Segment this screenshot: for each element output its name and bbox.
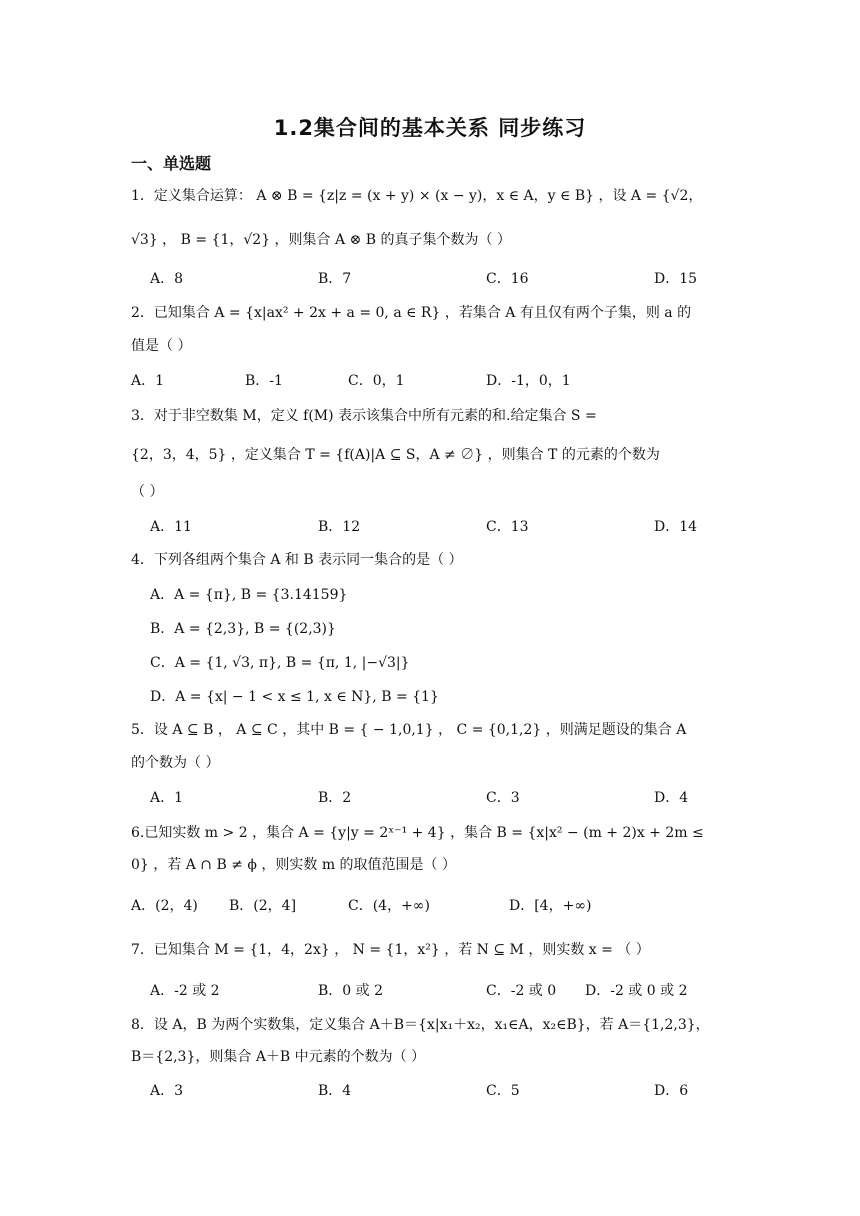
- question-7-option-b: B．0 或 2: [318, 983, 384, 999]
- question-3-option-d: D．14: [654, 519, 698, 535]
- question-1-line-2: √3} ， B = {1，√2} ，则集合 A ⊗ B 的真子集个数为（ ）: [131, 232, 511, 248]
- question-6-option-d: D．[4，+∞): [509, 898, 592, 914]
- question-1-option-d: D．15: [654, 271, 698, 287]
- question-4-line-1: 4．下列各组两个集合 A 和 B 表示同一集合的是（ ）: [131, 552, 463, 568]
- question-2-line-1: 2．已知集合 A = {x|ax² + 2x + a = 0, a ∈ R} ，若集合 A 有且仅有两个子集，则 a 的: [131, 305, 692, 321]
- question-4-option-c: C．A = {1, √3, π}, B = {π, 1, |−√3|}: [150, 655, 410, 671]
- question-7-option-d: D．-2 或 0 或 2: [585, 983, 688, 999]
- question-8-option-b: B．4: [318, 1083, 352, 1099]
- document-title: 1.2集合间的基本关系 同步练习: [273, 116, 587, 140]
- question-6-option-a: A．(2，4): [131, 898, 198, 914]
- question-1-option-a: A．8: [150, 271, 184, 287]
- question-6-line-2: 0} ，若 A ∩ B ≠ ϕ ，则实数 m 的取值范围是（ ）: [131, 857, 456, 873]
- question-4-option-b: B．A = {2,3}, B = {(2,3)}: [150, 621, 336, 637]
- question-5-line-1: 5．设 A ⊆ B ， A ⊆ C ，其中 B = { − 1,0,1} ， C = {0,1,2} ，则满足题设的集合 A: [131, 722, 687, 738]
- question-5-option-b: B．2: [318, 790, 352, 806]
- question-1-line-1: 1．定义集合运算： A ⊗ B = {z|z = (x + y) × (x − y)，x ∈ A，y ∈ B} ，设 A = {√2，: [131, 188, 703, 204]
- question-8-option-c: C．5: [486, 1083, 520, 1099]
- question-3-option-a: A．11: [150, 519, 192, 535]
- question-5-option-c: C．3: [486, 790, 520, 806]
- question-4-option-a: A．A = {π}, B = {3.14159}: [150, 587, 348, 603]
- question-5-option-a: A．1: [150, 790, 184, 806]
- question-8-option-d: D．6: [654, 1083, 689, 1099]
- question-8-line-1: 8．设 A，B 为两个实数集，定义集合 A＋B＝{x|x₁＋x₂，x₁∈A，x₂∈B}，若 A＝{1,2,3}，: [131, 1017, 710, 1033]
- question-7-line-1: 7．已知集合 M = {1，4，2x} ， N = {1，x²} ，若 N ⊆ M ，则实数 x = （ ）: [131, 942, 650, 958]
- question-4-option-d: D．A = {x| − 1 < x ≤ 1, x ∈ N}, B = {1}: [150, 689, 439, 705]
- question-2-option-b: B．-1: [245, 373, 283, 389]
- question-2-line-2: 值是（ ）: [131, 338, 192, 354]
- question-2-option-c: C．0，1: [348, 373, 405, 389]
- question-3-option-b: B．12: [318, 519, 361, 535]
- question-1-option-b: B．7: [318, 271, 352, 287]
- question-8-line-2: B＝{2,3}，则集合 A＋B 中元素的个数为（ ）: [131, 1049, 426, 1065]
- section-heading: 一、单选题: [131, 154, 212, 173]
- question-7-option-a: A．-2 或 2: [150, 983, 220, 999]
- question-1-option-c: C．16: [486, 271, 529, 287]
- question-8-option-a: A．3: [150, 1083, 184, 1099]
- question-3-line-3: （ ）: [131, 484, 164, 500]
- question-2-option-d: D．-1，0，1: [486, 373, 571, 389]
- question-5-line-2: 的个数为（ ）: [131, 755, 220, 771]
- question-3-line-1: 3．对于非空数集 M，定义 f(M) 表示该集合中所有元素的和.给定集合 S =: [131, 408, 597, 424]
- question-7-option-c: C．-2 或 0: [486, 983, 557, 999]
- question-3-option-c: C．13: [486, 519, 529, 535]
- question-6-option-c: C．(4，+∞): [348, 898, 430, 914]
- question-5-option-d: D．4: [654, 790, 689, 806]
- question-6-line-1: 6.已知实数 m > 2 ，集合 A = {y|y = 2ˣ⁻¹ + 4} ，集合 B = {x|x² − (m + 2)x + 2m ≤: [131, 825, 704, 841]
- question-3-line-2: {2，3，4，5} ，定义集合 T = {f(A)|A ⊆ S，A ≠ ∅} ，则集合 T 的元素的个数为: [131, 447, 660, 463]
- question-2-option-a: A．1: [131, 373, 165, 389]
- question-6-option-b: B．(2，4]: [229, 898, 297, 914]
